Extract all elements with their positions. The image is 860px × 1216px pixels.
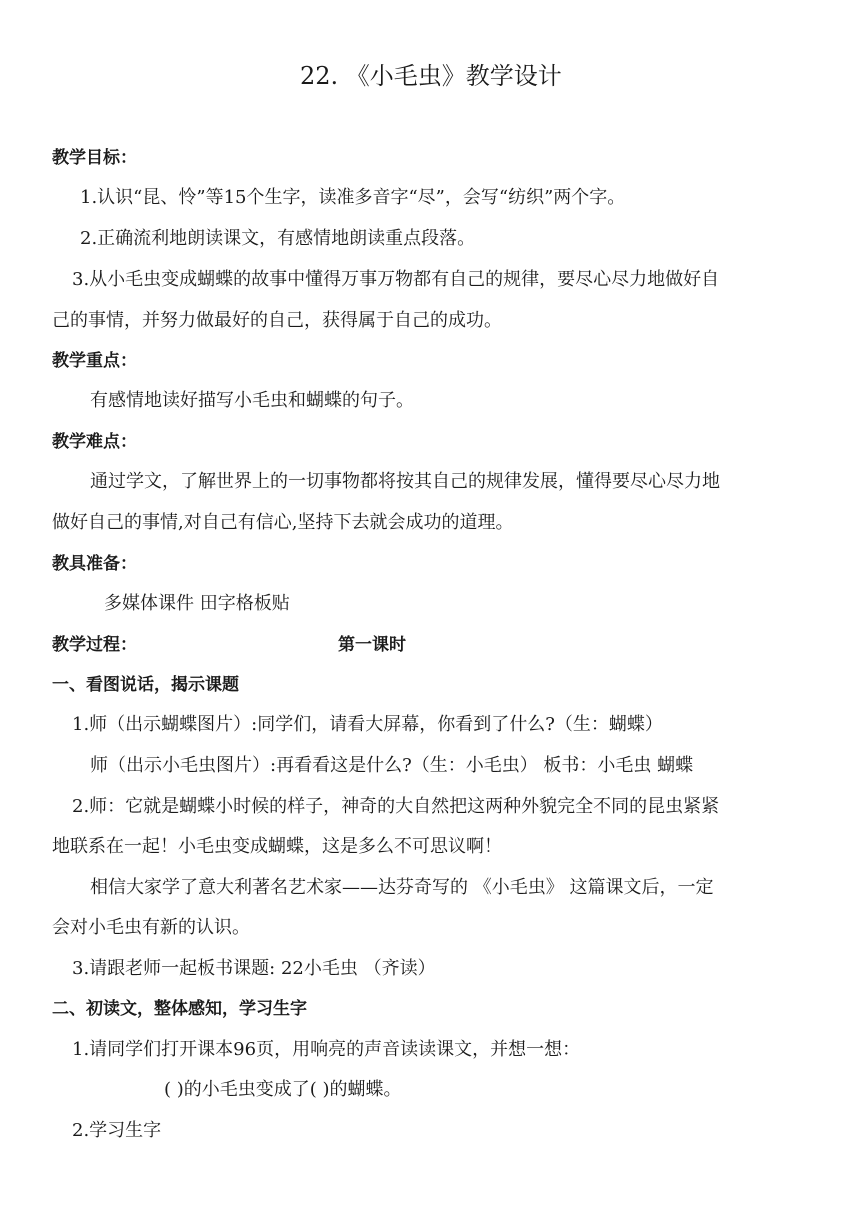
key-text: 有感情地读好描写小毛虫和蝴蝶的句子。	[90, 390, 414, 411]
goals-heading: 教学目标：	[52, 148, 137, 168]
section1-line: 会对小毛虫有新的认识。	[52, 917, 250, 938]
section1-line: 地联系在一起！小毛虫变成蝴蝶，这是多么不可思议啊！	[52, 836, 502, 857]
difficulty-line: 做好自己的事情,对自己有信心,坚持下去就会成功的道理。	[52, 512, 514, 533]
section2-heading: 二、初读文，整体感知，学习生字	[52, 999, 307, 1019]
goal-item: 2.正确流利地朗读课文，有感情地朗读重点段落。	[80, 228, 476, 249]
goal-item-continuation: 己的事情，并努力做最好的自己，获得属于自己的成功。	[52, 310, 502, 331]
section1-line: 师（出示小毛虫图片）:再看看这是什么?（生：小毛虫） 板书：小毛虫 蝴蝶	[90, 755, 694, 776]
goal-item: 1.认识“昆、怜”等15个生字，读准多音字“尽”，会写“纺织”两个字。	[80, 187, 626, 208]
section1-line: 2.师：它就是蝴蝶小时候的样子，神奇的大自然把这两种外貌完全不同的昆虫紧紧	[72, 796, 720, 817]
section2-line: 2.学习生字	[72, 1120, 162, 1141]
section2-fill-blank: ( )的小毛虫变成了( )的蝴蝶。	[164, 1079, 402, 1100]
section1-heading: 一、看图说话，揭示课题	[52, 675, 239, 695]
section2-line: 1.请同学们打开课本96页，用响亮的声音读读课文，并想一想：	[72, 1039, 581, 1060]
process-heading: 教学过程：	[52, 635, 137, 655]
document-title: 22. 《小毛虫》教学设计	[300, 62, 562, 90]
tools-text: 多媒体课件 田字格板贴	[104, 593, 290, 614]
section1-line: 3.请跟老师一起板书课题: 22小毛虫 （齐读）	[72, 958, 436, 979]
tools-heading: 教具准备：	[52, 554, 137, 574]
key-heading: 教学重点：	[52, 351, 137, 371]
goal-item: 3.从小毛虫变成蝴蝶的故事中懂得万事万物都有自己的规律，要尽心尽力地做好自	[72, 269, 720, 290]
section1-line: 相信大家学了意大利著名艺术家——达芬奇写的 《小毛虫》 这篇课文后，一定	[90, 877, 714, 898]
difficulty-heading: 教学难点：	[52, 432, 137, 452]
lesson-label: 第一课时	[338, 635, 406, 655]
difficulty-line: 通过学文，了解世界上的一切事物都将按其自己的规律发展，懂得要尽心尽力地	[90, 471, 720, 492]
section1-line: 1.师（出示蝴蝶图片）:同学们，请看大屏幕，你看到了什么?（生：蝴蝶）	[72, 714, 663, 735]
